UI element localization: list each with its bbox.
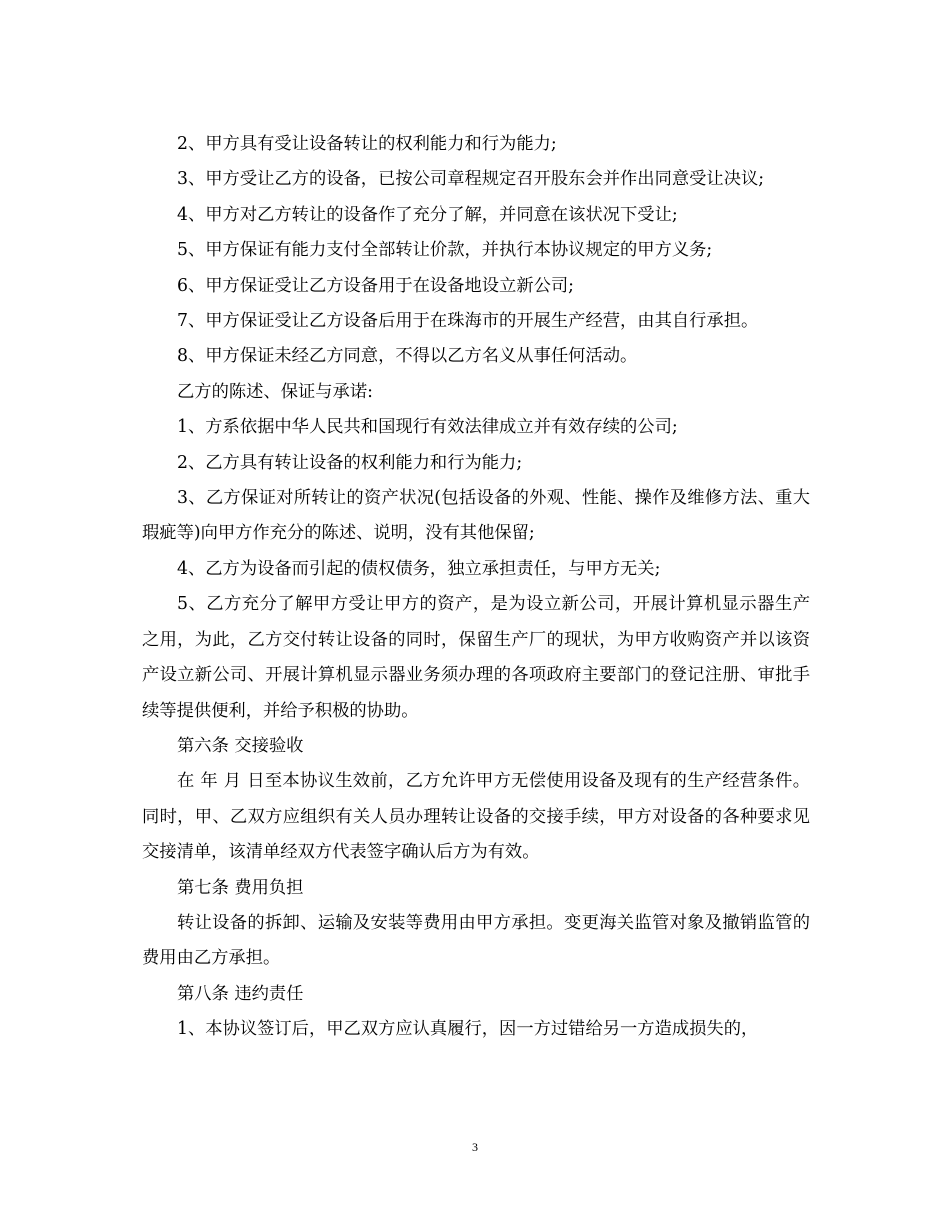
- paragraph-seller-clause-2: 2、乙方具有转让设备的权利能力和行为能力;: [177, 452, 523, 473]
- paragraph-article-7-body: 转让设备的拆卸、运输及安装等费用由甲方承担。变更海关监管对象及撤销监管的费用由乙方承担。: [142, 912, 810, 969]
- document-body: [142, 127, 810, 1048]
- paragraph-buyer-clause-5: 5、甲方保证有能力支付全部转让价款，并执行本协议规定的甲方义务;: [177, 240, 713, 261]
- paragraph-article-6-body: 在 年 月 日至本协议生效前，乙方允许甲方无偿使用设备及现有的生产经营条件。同时，甲、乙双方应组织有关人员办理转让设备的交接手续，甲方对设备的各种要求见交接清单，该清单经双方代表签字确认后方为有效。: [142, 771, 810, 863]
- paragraph-buyer-clause-3: 3、甲方受让乙方的设备，已按公司章程规定召开股东会并作出同意受让决议;: [177, 169, 765, 190]
- paragraph-seller-clause-1: 1、方系依据中华人民共和国现行有效法律成立并有效存续的公司;: [177, 417, 678, 438]
- paragraph-buyer-clause-7: 7、甲方保证受让乙方设备后用于在珠海市的开展生产经营，由其自行承担。: [177, 311, 759, 332]
- page-number: 3: [472, 1140, 478, 1154]
- article-heading-8: 第八条 违约责任: [177, 983, 304, 1004]
- paragraph-buyer-clause-8: 8、甲方保证未经乙方同意，不得以乙方名义从事任何活动。: [177, 346, 638, 367]
- paragraph-seller-clause-5: 5、乙方充分了解甲方受让甲方的资产，是为设立新公司，开展计算机显示器生产之用，为此，乙方交付转让设备的同时，保留生产厂的现状，为甲方收购资产并以该资产设立新公司、开展计算机显示器业务须办理的各项政府主要部门的登记注册、审批手续等提供便利，并给予积极的协助。: [142, 594, 810, 721]
- article-heading-7: 第七条 费用负担: [177, 877, 304, 898]
- paragraph-seller-clause-4: 4、乙方为设备而引起的债权债务，独立承担责任，与甲方无关;: [177, 558, 661, 579]
- article-heading-6: 第六条 交接验收: [177, 735, 304, 756]
- paragraph-buyer-clause-6: 6、甲方保证受让乙方设备用于在设备地设立新公司;: [177, 275, 575, 296]
- paragraph-buyer-clause-4: 4、甲方对乙方转让的设备作了充分了解，并同意在该状况下受让;: [177, 204, 678, 225]
- section-heading-seller-statements: 乙方的陈述、保证与承诺:: [177, 381, 373, 402]
- paragraph-buyer-clause-2: 2、甲方具有受让设备转让的权利能力和行为能力;: [177, 134, 557, 154]
- paragraph-article-8-clause-1: 1、本协议签订后，甲乙双方应认真履行，因一方过错给另一方造成损失的，: [177, 1019, 759, 1040]
- paragraph-seller-clause-3: 3、乙方保证对所转让的资产状况(包括设备的外观、性能、操作及维修方法、重大瑕疵等)向甲方作充分的陈述、说明，没有其他保留;: [142, 488, 810, 544]
